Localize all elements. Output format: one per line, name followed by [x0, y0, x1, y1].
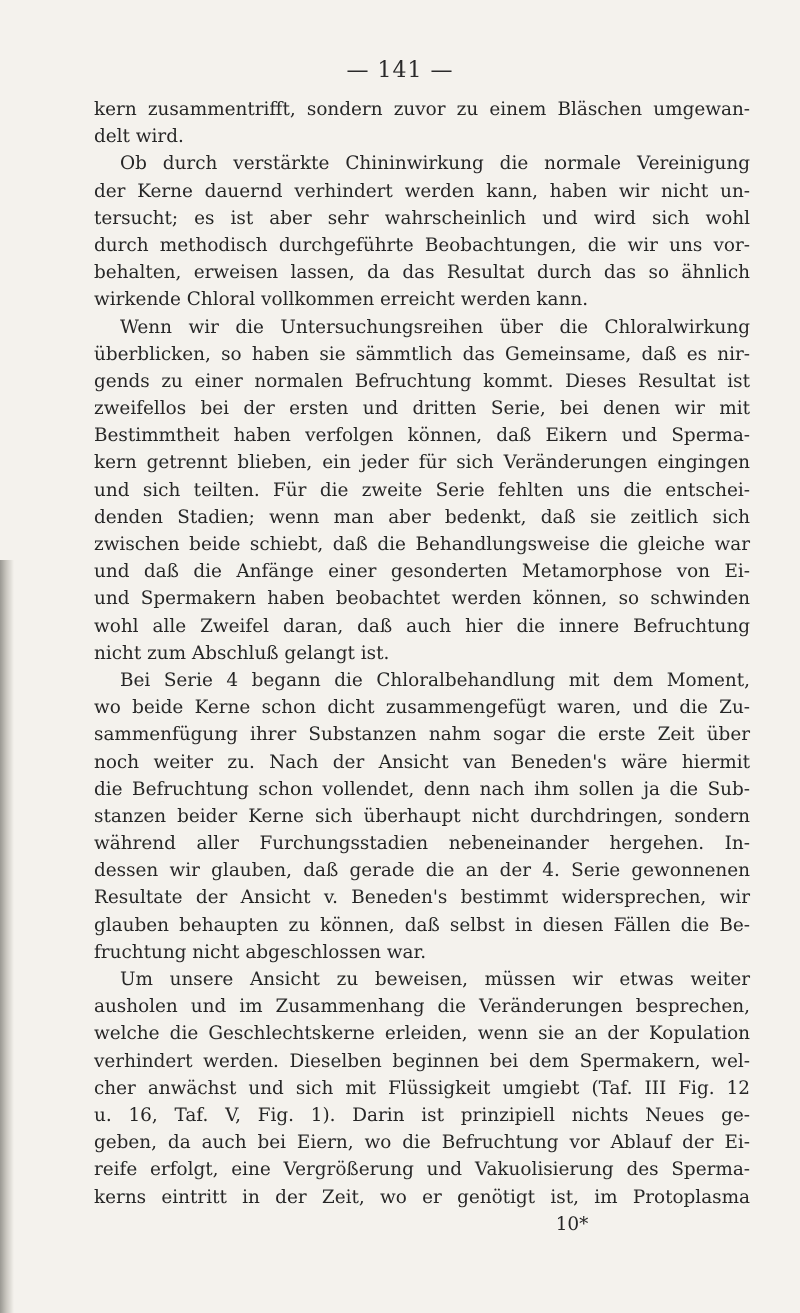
text-line: zweifellos bei der ersten und dritten Serie, bei denen wir mit — [94, 398, 750, 420]
text-line: wohl alle Zweifel daran, daß auch hier die innere Befruchtung — [94, 615, 750, 637]
text-line: cher anwächst und sich mit Flüssigkeit umgiebt (Taf. III Fig. 12 — [94, 1077, 750, 1099]
text-line: u. 16, Taf. V, Fig. 1). Darin ist prinzipiell nichts Neues ge- — [94, 1104, 750, 1126]
text-line: wirkende Chloral vollkommen erreicht werden kann. — [94, 289, 589, 311]
text-line: und Spermakern haben beobachtet werden können, so schwinden — [94, 588, 750, 610]
text-line: geben, da auch bei Eiern, wo die Befruchtung vor Ablauf der Ei- — [94, 1132, 750, 1154]
page-edge-shadow — [0, 560, 14, 1313]
page-number: — 141 — — [346, 58, 454, 83]
text-line: fruchtung nicht abgeschlossen war. — [94, 941, 427, 963]
text-line: ausholen und im Zusammenhang die Veränderungen besprechen, — [94, 996, 750, 1018]
text-line: dessen wir glauben, daß gerade die an der 4. Serie gewonnenen — [94, 860, 750, 882]
text-line: durch methodisch durchgeführte Beobachtungen, die wir uns vor- — [94, 234, 750, 256]
text-line: und daß die Anfänge einer gesonderten Metamorphose von Ei- — [94, 561, 750, 583]
text-line: während aller Furchungsstadien nebeneinander hergehen. In- — [94, 833, 750, 855]
body-text — [94, 96, 750, 1238]
text-line: noch weiter zu. Nach der Ansicht van Beneden's wäre hiermit — [94, 751, 750, 773]
text-line: kern zusammentrifft, sondern zuvor zu einem Bläschen umgewan- — [94, 99, 750, 120]
text-line: glauben behaupten zu können, daß selbst in diesen Fällen die Be- — [94, 914, 750, 936]
text-line: reife erfolgt, eine Vergrößerung und Vakuolisierung des Sperma- — [94, 1159, 750, 1181]
text-line: stanzen beider Kerne sich überhaupt nicht durchdringen, sondern — [94, 805, 750, 827]
text-line: verhindert werden. Dieselben beginnen bei dem Spermakern, wel- — [94, 1050, 750, 1072]
text-line: Ob durch verstärkte Chininwirkung die normale Vereinigung — [120, 153, 750, 175]
text-line: tersucht; es ist aber sehr wahrscheinlich und wird sich wohl — [94, 207, 750, 229]
text-line: nicht zum Abschluß gelangt ist. — [94, 642, 390, 664]
text-line: überblicken, so haben sie sämmtlich das Gemeinsame, daß es nir- — [94, 343, 750, 365]
text-line: und sich teilten. Für die zweite Serie fehlten uns die entschei- — [94, 479, 750, 501]
text-line: gends zu einer normalen Befruchtung kommt. Dieses Resultat ist — [94, 370, 750, 392]
text-line: wo beide Kerne schon dicht zusammengefügt waren, und die Zu- — [94, 697, 750, 719]
text-line: welche die Geschlechtskerne erleiden, wenn sie an der Kopulation — [94, 1023, 750, 1045]
text-line: Um unsere Ansicht zu beweisen, müssen wir etwas weiter — [120, 969, 750, 990]
text-line: kerns eintritt in der Zeit, wo er genötigt ist, im Protoplasma — [94, 1186, 750, 1208]
text-line: Bestimmtheit haben verfolgen können, daß Eikern und Sperma- — [94, 425, 750, 447]
text-line: Resultate der Ansicht v. Beneden's bestimmt widersprechen, wir — [94, 887, 750, 909]
text-line: Bei Serie 4 begann die Chloralbehandlung mit dem Moment, — [120, 669, 750, 691]
text-line: zwischen beide schiebt, daß die Behandlungsweise die gleiche war — [94, 534, 750, 555]
text-line: sammenfügung ihrer Substanzen nahm sogar die erste Zeit über — [94, 724, 750, 746]
text-line: kern getrennt blieben, ein jeder für sich Veränderungen eingingen — [94, 452, 750, 474]
text-line: behalten, erweisen lassen, da das Resultat durch das so ähnlich — [94, 262, 750, 284]
text-line: die Befruchtung schon vollendet, denn nach ihm sollen ja die Sub- — [94, 778, 750, 800]
text-line: der Kerne dauernd verhindert werden kann, haben wir nicht un- — [94, 180, 750, 202]
signature-mark: 10* — [555, 1213, 589, 1235]
text-line: delt wird. — [94, 126, 184, 148]
text-line: Wenn wir die Untersuchungsreihen über die Chloralwirkung — [120, 316, 750, 338]
text-line: denden Stadien; wenn man aber bedenkt, daß sie zeitlich sich — [94, 506, 750, 528]
